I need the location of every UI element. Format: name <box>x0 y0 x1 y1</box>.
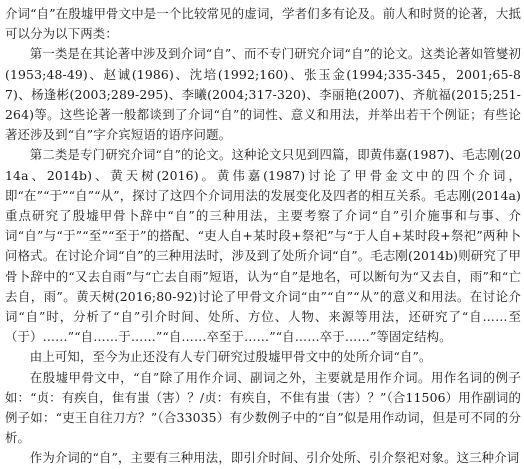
paragraph-intro: 介词“自”在殷墟甲骨文中是一个比较常见的虚词，学者们多有论及。前人和时贤的论著，大抵可以分为以下两类： <box>5 6 521 42</box>
paragraph-usage-overview: 在殷墟甲骨文中，“自”除了用作介词、副词之外，主要就是用作介词。用作名词的例子如：“贞：有疾自，隹有蚩（害）？/贞：有疾自，不隹有蚩（害）？”（合11506）用作副词的例子如：“吏王自往刀方？”（合33035）有少数例子中的“自”似是用作动词，但是可不同的分析。 <box>5 369 521 446</box>
document-page <box>5 4 521 469</box>
paragraph-summary: 由上可知，至今为止还没有人专门研究过殷墟甲骨文中的处所介词“自”。 <box>29 349 432 365</box>
paragraph-second-category: 第二类是专门研究介词“自”的论文。这种论文只见到四篇，即黄伟嘉(1987)、毛志刚(2014a、2014b)、黄天树(2016)。黄伟嘉(1987)讨论了甲骨金文中的四个介词，即“在”“于”“自”“从”，探讨了这四个介词用法的发展变化及四者的相互关系。毛志刚(2014a)重点研究了殷墟甲骨卜辞中“自”的三种用法，主要考察了介词“自”引介施事和与事、介词“自”与“于”“至”“至于”的搭配、“吏人自+某时段+祭祀”与“于人自+某时段+祭祀”两种卜问格式。在讨论介词“自”的三种用法时，涉及到了处所介词“自”。毛志刚(2014b)则研究了甲骨卜辞中的“又去自雨”与“亡去自雨”短语，认为“自”是地名，可以断句为“又去自，雨”和“亡去自，雨”。黄天树(2016;80-92)讨论了甲骨文介词“由”“自”“从”的意义和用法。在讨论介词“自”时，分析了“自”引介时间、处所、方位、人物、来源等用法，还研究了“自……至（于）……”“自……于……”“自……卒至于……”“自……卒于……”等固定结构。 <box>5 147 521 345</box>
paragraph-first-category: 第一类是在其论著中涉及到介词“自”、而不专门研究介词“自”的论文。这类论著如管燮初(1953;48-49)、赵诚(1986)、沈培(1992;160)、张玉金(1994;335-345，2001;65-87)、杨逢彬(2003;289-295)、李曦(2004;317-320)、李丽艳(2007)、齐航福(2015;251-264)等。这些论著一般都谈到了介词“自”的词性、意义和用法，并举出若干个例证；有些论著还涉及到“自”字介宾短语的语序问题。 <box>5 46 521 143</box>
paragraph-preposition-usages: 作为介词的“自”，主要有三种用法，即引介时间、引介处所、引介祭祀对象。这三种介词 <box>29 450 520 466</box>
